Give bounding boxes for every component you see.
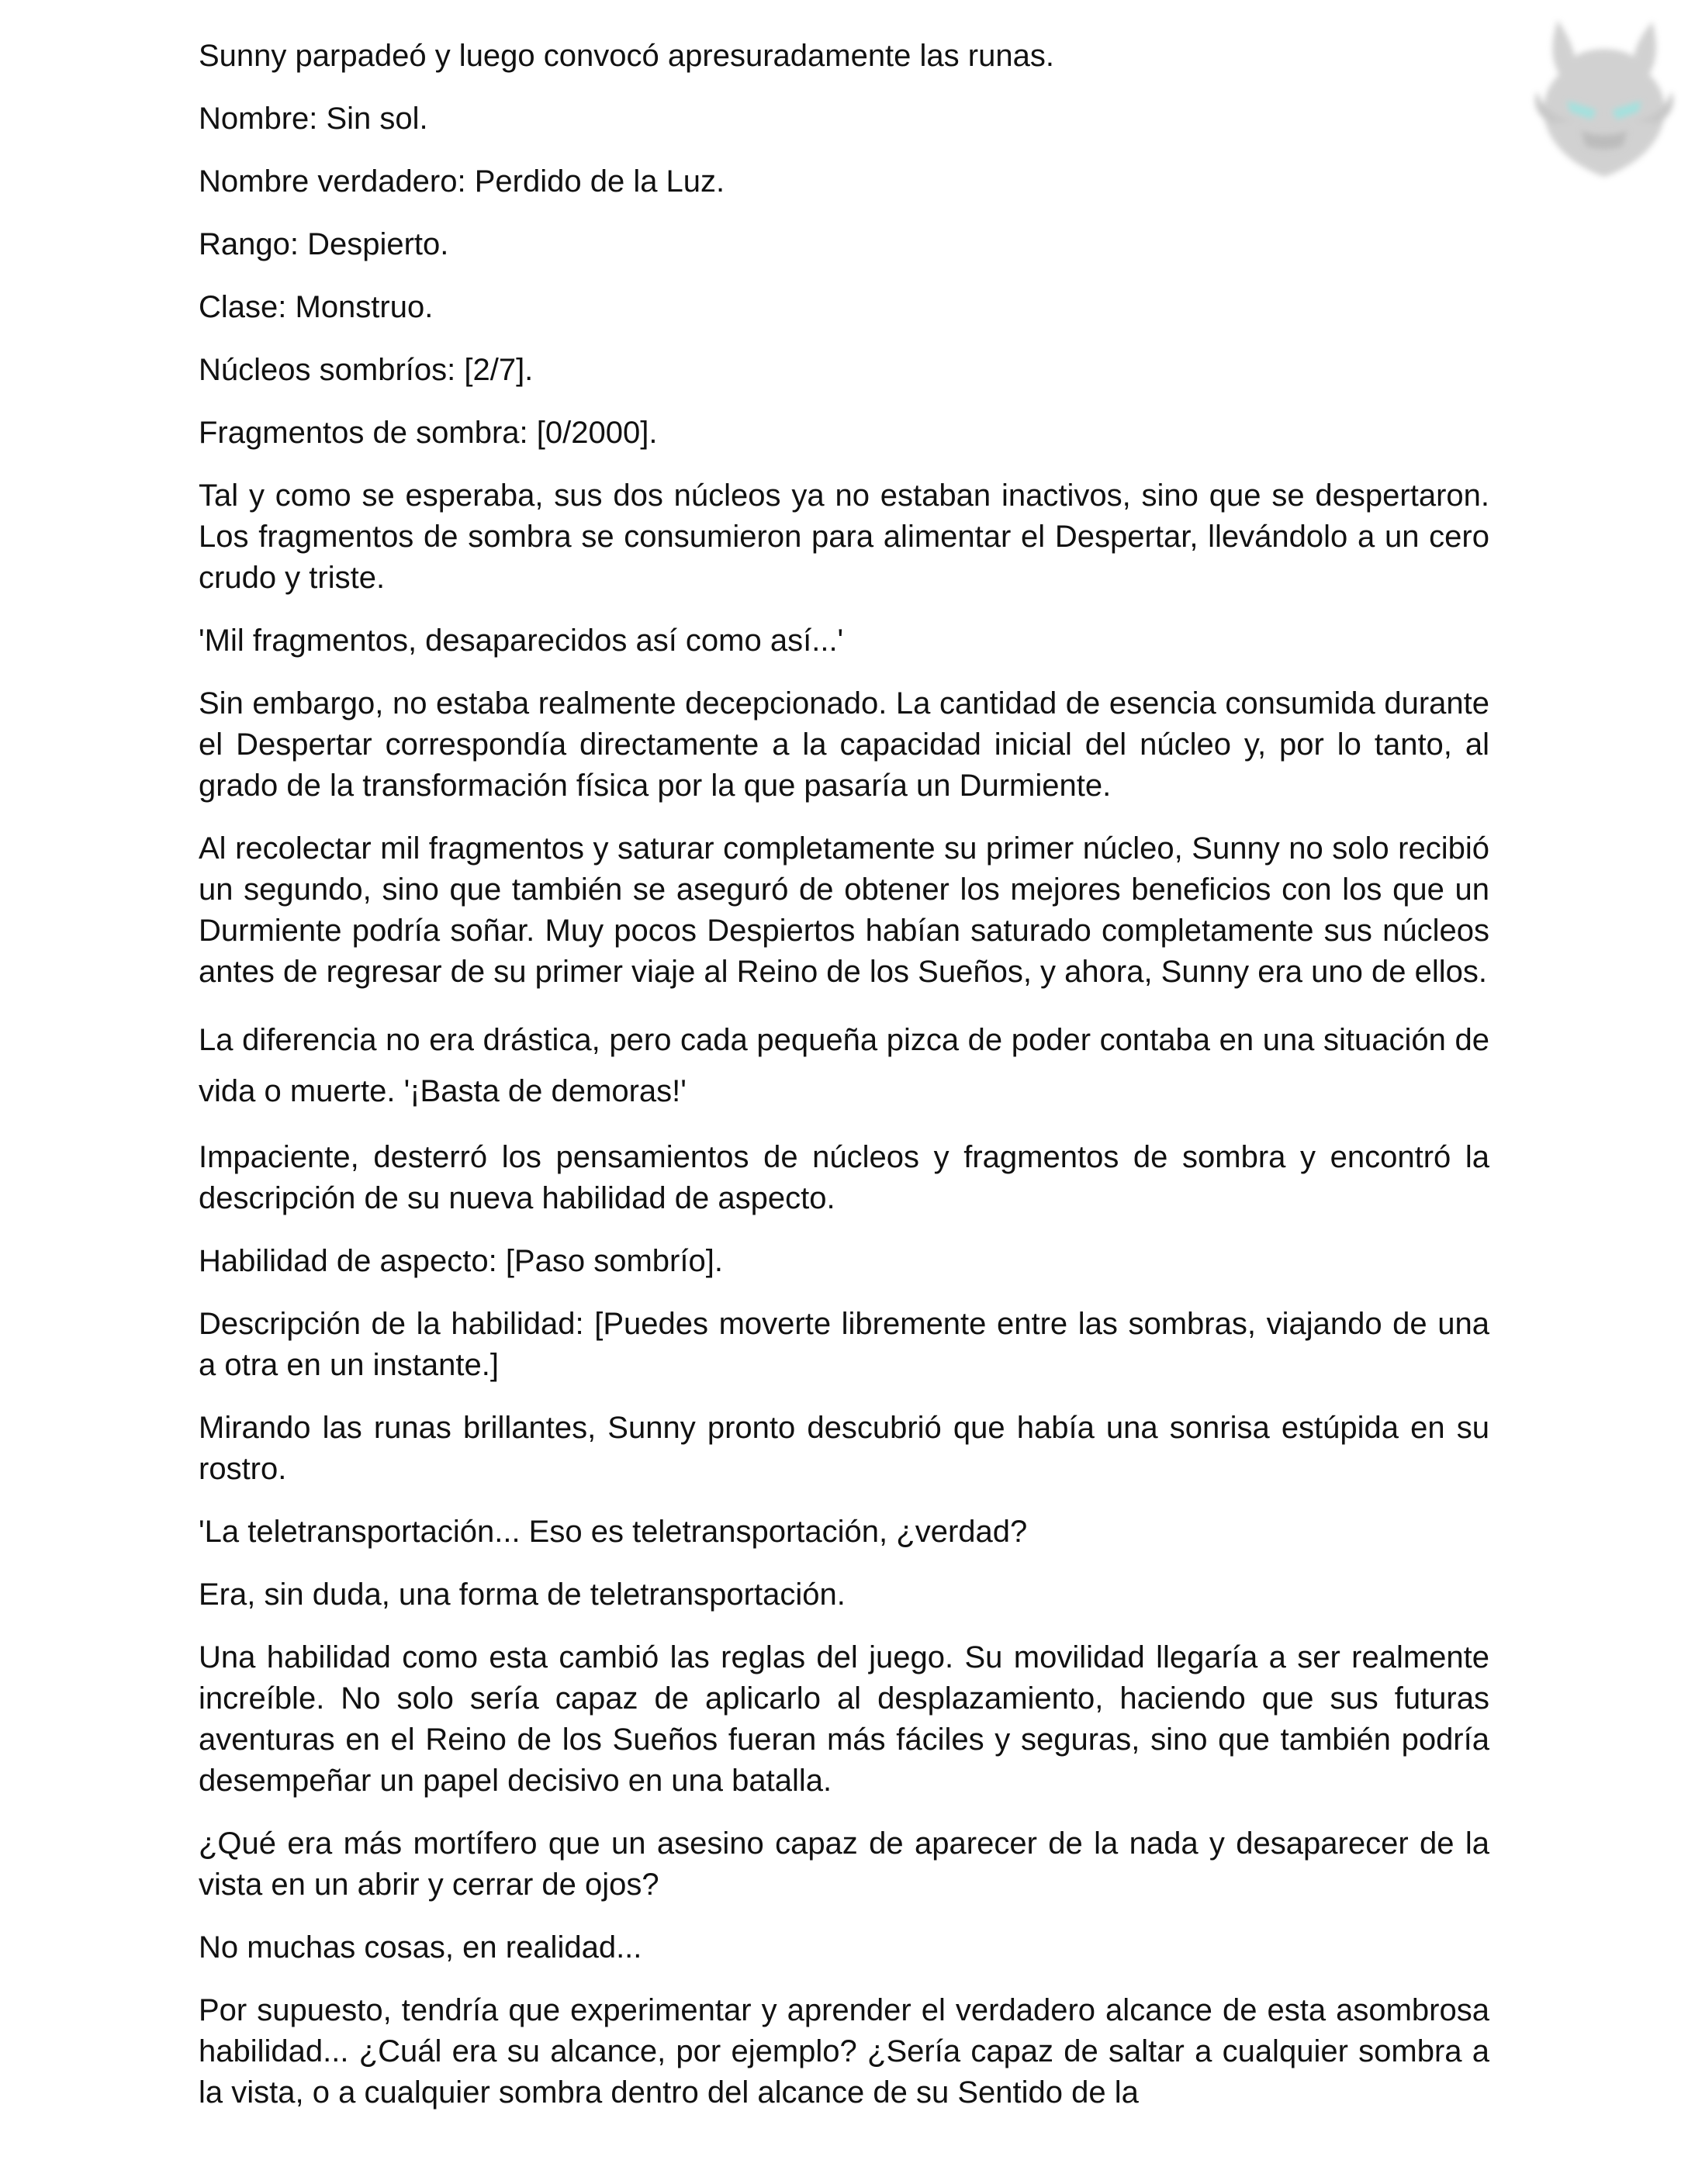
paragraph-9: 'Mil fragmentos, desaparecidos así como así...'	[199, 624, 844, 658]
paragraph-18: Era, sin duda, una forma de teletransportación.	[199, 1578, 846, 1612]
paragraph-14: Habilidad de aspecto: [Paso sombrío].	[199, 1244, 723, 1278]
paragraph-3: Nombre verdadero: Perdido de la Luz.	[199, 164, 725, 199]
paragraph-13: Impaciente, desterró los pensamientos de núcleos y fragmentos de sombra y encontró la descripción de su nueva habilidad de aspecto.	[199, 1140, 1489, 1215]
paragraph-10: Sin embargo, no estaba realmente decepcionado. La cantidad de esencia consumida durante el Despertar correspondía directamente a la capacidad inicial del núcleo y, por lo tanto, al grado de la transformación física por la que pasaría un Durmiente.	[199, 686, 1489, 803]
paragraph-21: No muchas cosas, en realidad...	[199, 1930, 642, 1965]
paragraph-7: Fragmentos de sombra: [0/2000].	[199, 416, 658, 450]
paragraph-17: 'La teletransportación... Eso es teletransportación, ¿verdad?	[199, 1515, 1028, 1549]
paragraph-19: Una habilidad como esta cambió las reglas del juego. Su movilidad llegaría a ser realmente increíble. No solo sería capaz de aplicarlo al desplazamiento, haciendo que sus futuras aventuras en el Reino de los Sueños fueran más fáciles y seguras, sino que también podría desempeñar un papel decisivo en una batalla.	[199, 1640, 1489, 1798]
document-body	[199, 36, 1489, 2135]
paragraph-1: Sunny parpadeó y luego convocó apresuradamente las runas.	[199, 39, 1054, 73]
paragraph-8: Tal y como se esperaba, sus dos núcleos ya no estaban inactivos, sino que se despertaron. Los fragmentos de sombra se consumieron para alimentar el Despertar, llevándolo a un cero crudo y triste.	[199, 479, 1489, 595]
paragraph-11: Al recolectar mil fragmentos y saturar completamente su primer núcleo, Sunny no solo recibió un segundo, sino que también se aseguró de obtener los mejores beneficios con los que un Durmiente podría soñar. Muy pocos Despiertos habían saturado completamente sus núcleos antes de regresar de su primer viaje al Reino de los Sueños, y ahora, Sunny era uno de ellos.	[199, 831, 1489, 989]
paragraph-12: La diferencia no era drástica, pero cada pequeña pizca de poder contaba en una situación de vida o muerte. '¡Basta de demoras!'	[199, 1023, 1489, 1108]
paragraph-22: Por supuesto, tendría que experimentar y aprender el verdadero alcance de esta asombrosa habilidad... ¿Cuál era su alcance, por ejemplo? ¿Sería capaz de saltar a cualquier sombra a la vista, o a cualquier sombra dentro del alcance de su Sentido de la	[199, 1993, 1489, 2110]
paragraph-16: Mirando las runas brillantes, Sunny pronto descubrió que había una sonrisa estúpida en su rostro.	[199, 1411, 1489, 1486]
paragraph-2: Nombre: Sin sol.	[199, 102, 428, 136]
paragraph-6: Núcleos sombríos: [2/7].	[199, 353, 534, 387]
paragraph-15: Descripción de la habilidad: [Puedes moverte libremente entre las sombras, viajando de una a otra en un instante.]	[199, 1307, 1489, 1382]
demon-head-watermark-icon	[1527, 14, 1682, 185]
paragraph-4: Rango: Despierto.	[199, 227, 449, 261]
paragraph-5: Clase: Monstruo.	[199, 290, 434, 324]
paragraph-20: ¿Qué era más mortífero que un asesino capaz de aparecer de la nada y desaparecer de la vista en un abrir y cerrar de ojos?	[199, 1826, 1489, 1902]
